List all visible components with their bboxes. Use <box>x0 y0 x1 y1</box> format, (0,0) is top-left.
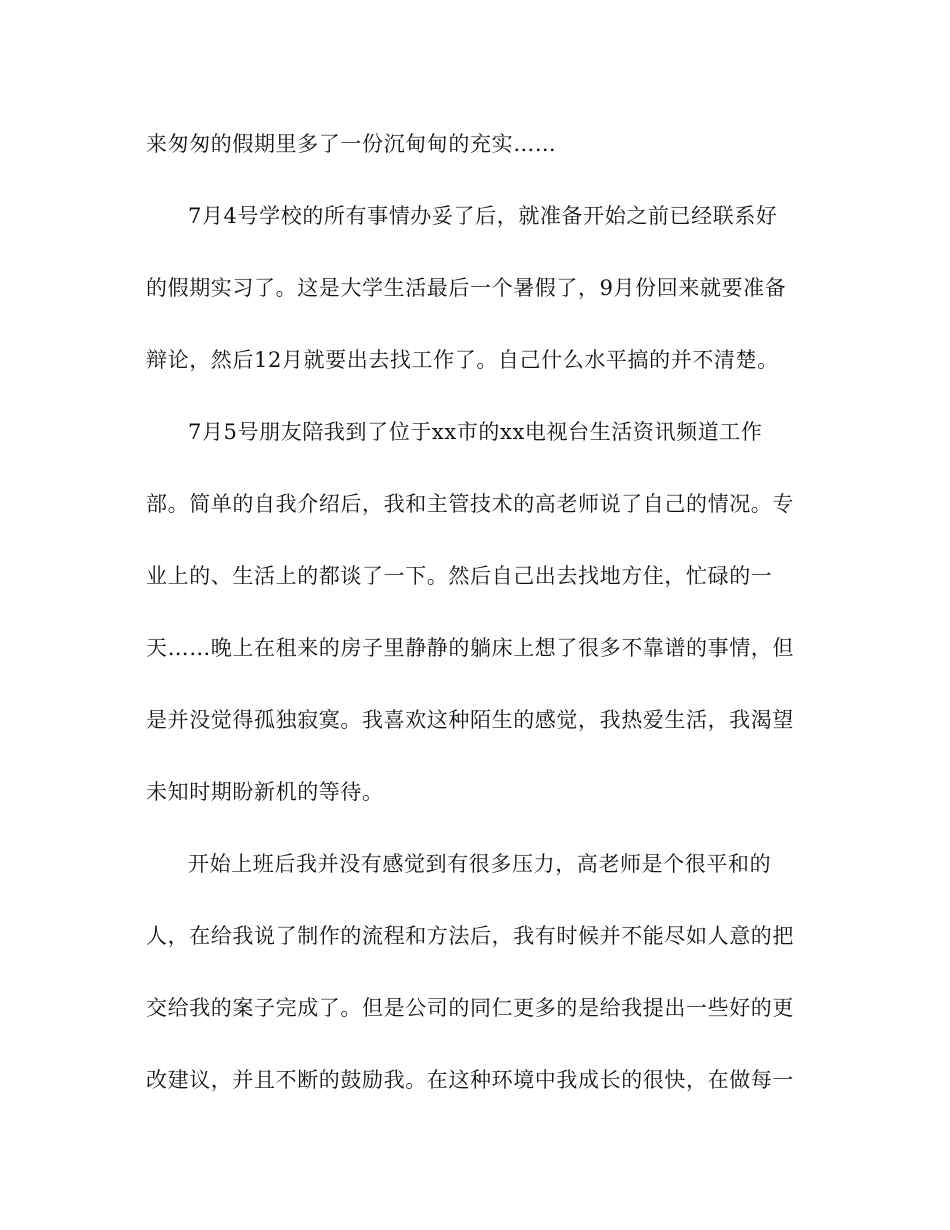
paragraph-start-line: 开始上班后我并没有感觉到有很多压力，高老师是个很平和的 <box>188 852 772 876</box>
text-line: 改建议，并且不断的鼓励我。在这种环境中我成长的很快，在做每一 <box>146 1068 794 1092</box>
text-line: 的假期实习了。这是大学生活最后一个暑假了，9月份回来就要准备 <box>146 276 787 300</box>
text-line: 部。简单的自我介绍后，我和主管技术的高老师说了自己的情况。专 <box>146 492 794 516</box>
paragraph-start-line: 7月4号学校的所有事情办妥了后，就准备开始之前已经联系好 <box>188 204 778 228</box>
text-line: 是并没觉得孤独寂寞。我喜欢这种陌生的感觉，我热爱生活，我渴望 <box>146 708 794 732</box>
text-line: 天……晚上在租来的房子里静静的躺床上想了很多不靠谱的事情，但 <box>146 636 794 660</box>
text-line: 来匆匆的假期里多了一份沉甸甸的充实…… <box>146 132 557 156</box>
paragraph-start-line: 7月5号朋友陪我到了位于xx市的xx电视台生活资讯频道工作 <box>188 420 763 444</box>
text-line: 人，在给我说了制作的流程和方法后，我有时候并不能尽如人意的把 <box>146 924 794 948</box>
text-line: 业上的、生活上的都谈了一下。然后自己出去找地方住，忙碌的一 <box>146 564 773 588</box>
document-body <box>146 118 806 1126</box>
text-line: 辩论，然后12月就要出去找工作了。自己什么水平搞的并不清楚。 <box>146 348 779 372</box>
text-line: 未知时期盼新机的等待。 <box>146 780 384 804</box>
text-line: 交给我的案子完成了。但是公司的同仁更多的是给我提出一些好的更 <box>146 996 794 1020</box>
